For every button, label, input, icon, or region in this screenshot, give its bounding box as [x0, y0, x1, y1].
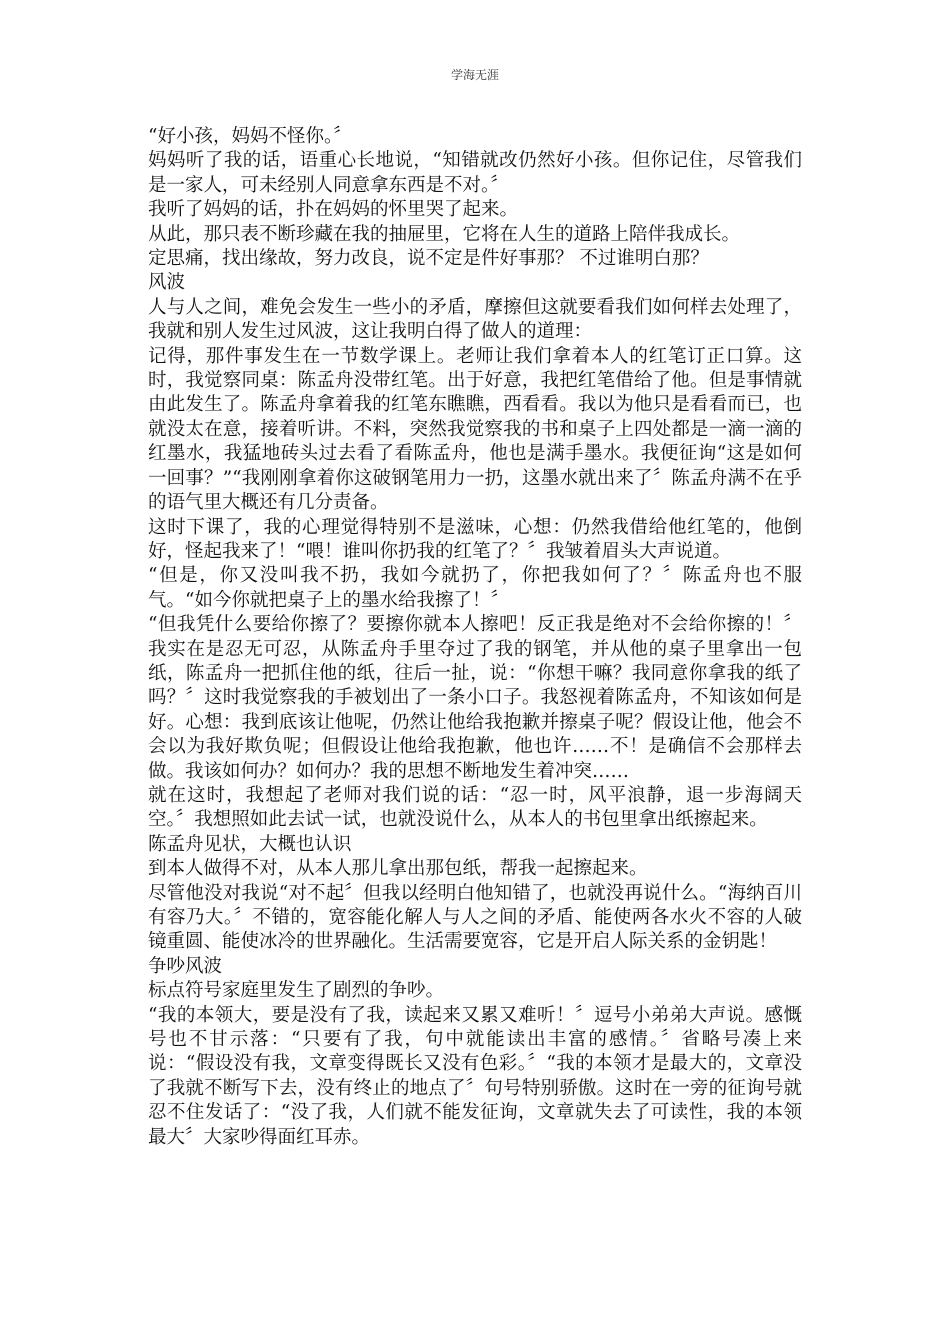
- paragraph: 陈孟舟见状，大概也认识: [148, 833, 352, 855]
- paragraph: 这时下课了，我的心理觉得特别不是滋味，心想：仍然我借给他红笔的，他倒好，怪起我来了！“喂！谁叫你扔我的红笔了？〞我皱着眉头大声说道。: [148, 516, 802, 562]
- section-heading: 争吵风波: [148, 955, 223, 977]
- paragraph: 从此，那只表不断珍藏在我的抽屉里，它将在人生的道路上陪伴我成长。: [148, 223, 741, 245]
- document-body: [148, 125, 802, 1150]
- paragraph: “但是，你又没叫我不扔，我如今就扔了，你把我如何了？〞陈孟舟也不服气。“如今你就把桌子上的墨水给我擦了！〞: [148, 565, 802, 611]
- paragraph: “好小孩，妈妈不怪你。〞: [148, 126, 352, 147]
- paragraph: 尽管他没对我说“对不起〞但我以经明白他知错了，也就没再说什么。“海纳百川有容乃大。〞不错的，宽容能化解人与人之间的矛盾、能使两各水火不容的人破镜重圆、能使冰冷的世界融化。生活需要宽容，它是开启人际关系的金钥匙！: [148, 882, 802, 953]
- page-header: 学海无涯: [450, 68, 499, 82]
- paragraph: “但我凭什么要给你擦了？要擦你就本人擦吧！反正我是绝对不会给你擦的！〞我实在是忍无可忍，从陈孟舟手里夺过了我的钢笔，并从他的桌子里拿出一包纸，陈孟舟一把抓住他的纸，往后一扯，说：“你想干嘛？我同意你拿我的纸了吗？〞这时我觉察我的手被划出了一条小口子。我怒视着陈孟舟，不知该如何是好。心想：我到底该让他呢，仍然让他给我抱歉并擦桌子呢？假设让他，他会不会以为我好欺负呢；但假设让他给我抱歉，他也许……不！是确信不会那样去做。我该如何办？如何办？我的思想不断地发生着冲突……: [148, 614, 802, 782]
- paragraph: 人与人之间，难免会发生一些小的矛盾，摩擦但这就要看我们如何样去处理了，我就和别人发生过风波，这让我明白得了做人的道理：: [148, 296, 802, 343]
- paragraph: 妈妈听了我的话，语重心长地说，“知错就改仍然好小孩。但你记住，尽管我们是一家人，可未经别人同意拿东西是不对。〞: [148, 150, 802, 196]
- paragraph: 我听了妈妈的话，扑在妈妈的怀里哭了起来。: [148, 199, 519, 221]
- paragraph: 记得，那件事发生在一节数学课上。老师让我们拿着本人的红笔订正口算。这时，我觉察同桌：陈孟舟没带红笔。出于好意，我把红笔借给了他。但是事情就由此发生了。陈孟舟拿着我的红笔东瞧瞧，西看看。我以为他只是看看而已，也就没太在意，接着听讲。不料，突然我觉察我的书和桌子上四处都是一滴一滴的红墨水，我猛地砖头过去看了看陈孟舟，他也是满手墨水。我便征询“这是如何一回事？”“我刚刚拿着你这破钢笔用力一扔，这墨水就出来了〞陈孟舟满不在乎的语气里大概还有几分责备。: [148, 345, 802, 514]
- paragraph: 就在这时，我想起了老师对我们说的话：“忍一时，风平浪静，退一步海阔天空。〞我想照如此去试一试，也就没说什么，从本人的书包里拿出纸擦起来。: [148, 784, 802, 831]
- section-heading: 风波: [148, 272, 186, 294]
- paragraph: “我的本领大，要是没有了我，读起来又累又难听！〞逗号小弟弟大声说。感慨号也不甘示落：“只要有了我，句中就能读出丰富的感情。〞省略号凑上来说：“假设没有我，文章变得既长又没有色彩。〞“我的本领才是最大的，文章没了我就不断写下去，没有终止的地点了〞句号特别骄傲。这时在一旁的征询号就忍不住发话了：“没了我，人们就不能发征询，文章就失去了可读性，我的本领最大〞大家吵得面红耳赤。: [148, 1004, 802, 1148]
- paragraph: 定思痛，找出缘故，努力改良，说不定是件好事那？ 不过谁明白那？: [148, 248, 709, 270]
- paragraph: 标点符号家庭里发生了剧烈的争吵。: [148, 980, 445, 1002]
- paragraph: 到本人做得不对，从本人那儿拿出那包纸，帮我一起擦起来。: [148, 858, 648, 880]
